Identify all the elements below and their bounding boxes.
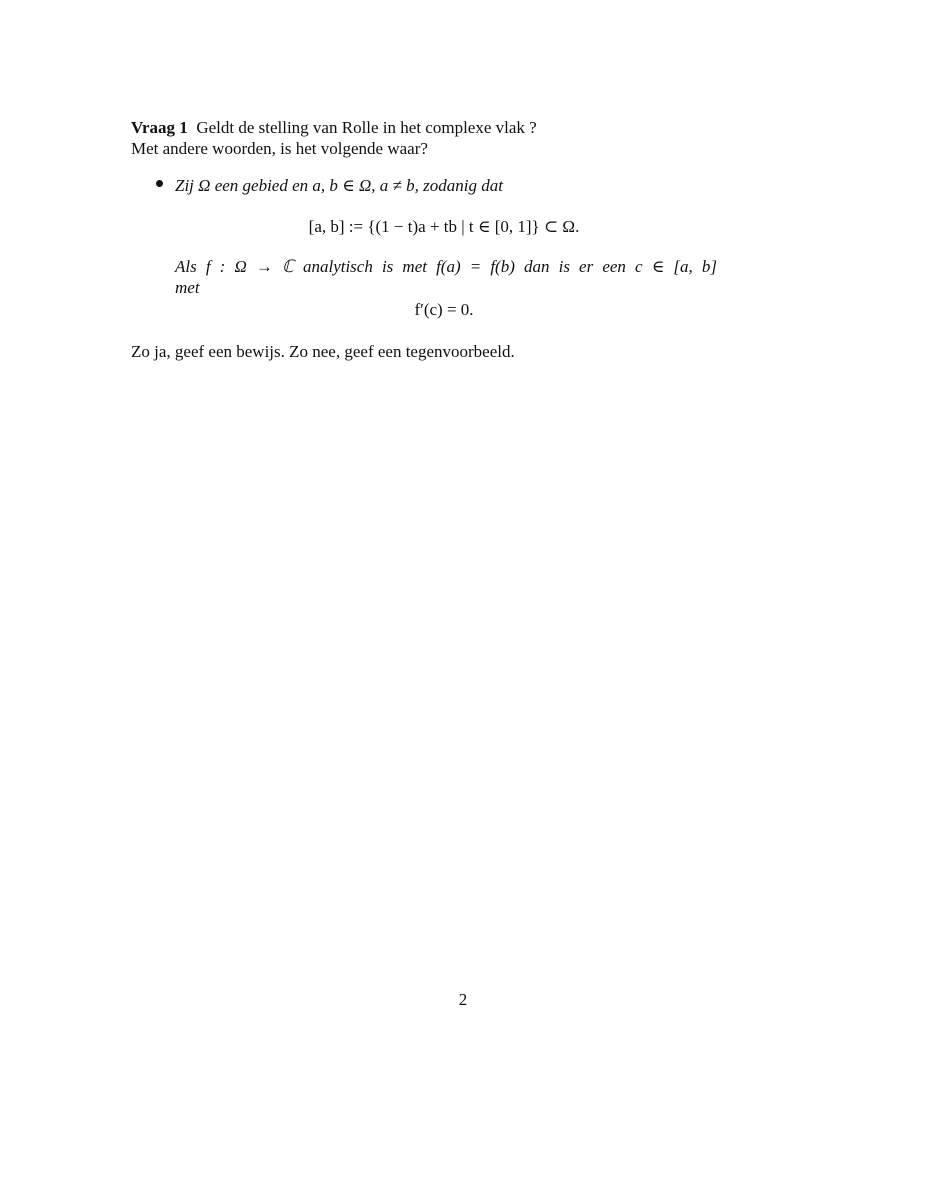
statement-intro: Zij Ω een gebied en a, b ∈ Ω, a ≠ b, zodanig dat bbox=[175, 176, 503, 195]
closing-instruction: Zo ja, geef een bewijs. Zo nee, geef een tegenvoorbeeld. bbox=[131, 342, 515, 361]
condition-line-1: Als f : Ω → ℂ analytisch is met f(a) = f(b) dan is er een c ∈ [a, b] bbox=[175, 257, 717, 276]
question-title: Geldt de stelling van Rolle in het complexe vlak ? bbox=[196, 118, 537, 137]
question-heading bbox=[131, 118, 537, 138]
bullet-icon bbox=[156, 180, 163, 187]
condition-line-2: met bbox=[175, 278, 200, 297]
page-number: 2 bbox=[458, 990, 468, 1009]
conclusion-equation: f′(c) = 0. bbox=[414, 300, 474, 319]
question-subtitle: Met andere woorden, is het volgende waar? bbox=[131, 139, 428, 158]
segment-equation: [a, b] := {(1 − t)a + tb | t ∈ [0, 1]} ⊂ Ω. bbox=[308, 217, 580, 236]
question-label: Vraag 1 bbox=[131, 118, 188, 137]
